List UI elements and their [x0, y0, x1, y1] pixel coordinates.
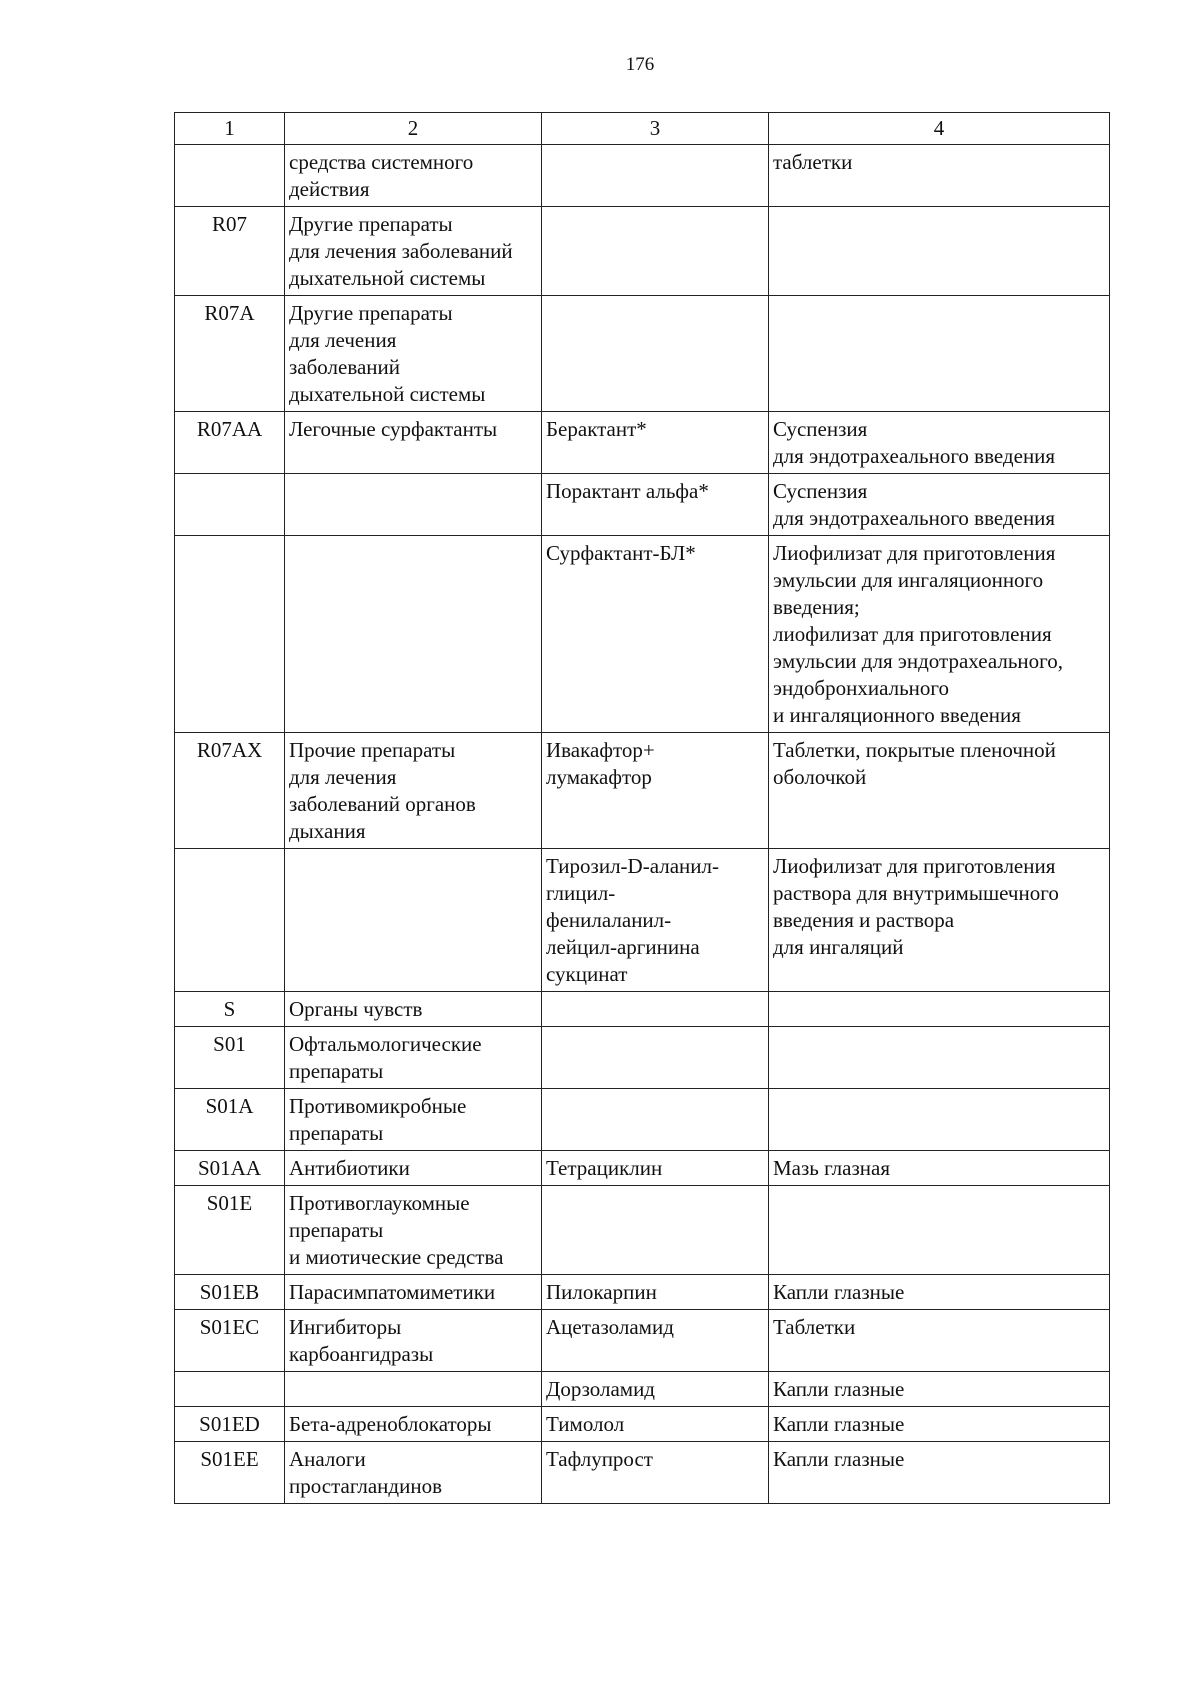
- atc-code: S01EB: [175, 1275, 285, 1310]
- dosage-form: Капли глазные: [769, 1442, 1110, 1504]
- table-row: [175, 296, 1110, 412]
- group-name: Другие препараты для лечения заболеваний дыхательной системы: [285, 207, 542, 296]
- atc-code: [175, 849, 285, 992]
- drug-name: Тимолол: [542, 1407, 769, 1442]
- atc-code: R07: [175, 207, 285, 296]
- drug-name: Ацетазоламид: [542, 1310, 769, 1372]
- dosage-form: [769, 207, 1110, 296]
- dosage-form: Капли глазные: [769, 1372, 1110, 1407]
- dosage-form: таблетки: [769, 145, 1110, 207]
- group-name: Противомикробные препараты: [285, 1089, 542, 1151]
- dosage-form: [769, 1089, 1110, 1151]
- drug-name: [542, 1027, 769, 1089]
- atc-code: R07AA: [175, 412, 285, 474]
- group-name: Аналоги простагландинов: [285, 1442, 542, 1504]
- dosage-form: Лиофилизат для приготовления эмульсии для ингаляционного введения; лиофилизат для приготовления эмульсии для эндотрахеального, эндобронхиального и ингаляционного введения: [769, 536, 1110, 733]
- table-row: [175, 1372, 1110, 1407]
- group-name: Другие препараты для лечения заболеваний дыхательной системы: [285, 296, 542, 412]
- atc-code: S: [175, 992, 285, 1027]
- table-row: [175, 849, 1110, 992]
- drug-name: [542, 296, 769, 412]
- table-row: [175, 1186, 1110, 1275]
- drug-name: Тирозил-D-аланил- глицил- фенилаланил- лейцил-аргинина сукцинат: [542, 849, 769, 992]
- group-name: Легочные сурфактанты: [285, 412, 542, 474]
- dosage-form: Таблетки: [769, 1310, 1110, 1372]
- column-header-4: 4: [769, 113, 1110, 145]
- drug-name: Тетрациклин: [542, 1151, 769, 1186]
- page-number: 176: [625, 54, 655, 75]
- dosage-form: Суспензия для эндотрахеального введения: [769, 474, 1110, 536]
- atc-code: S01AA: [175, 1151, 285, 1186]
- group-name: Прочие препараты для лечения заболеваний органов дыхания: [285, 733, 542, 849]
- table-row: [175, 1407, 1110, 1442]
- drug-name: [542, 207, 769, 296]
- table-row: [175, 1275, 1110, 1310]
- group-name: Парасимпатомиметики: [285, 1275, 542, 1310]
- table-row: [175, 1151, 1110, 1186]
- dosage-form: [769, 1186, 1110, 1275]
- atc-code: S01ED: [175, 1407, 285, 1442]
- dosage-form: [769, 296, 1110, 412]
- drug-name: Порактант альфа*: [542, 474, 769, 536]
- group-name: [285, 474, 542, 536]
- atc-code: S01EC: [175, 1310, 285, 1372]
- atc-code: S01: [175, 1027, 285, 1089]
- drug-name: Дорзоламид: [542, 1372, 769, 1407]
- group-name: Ингибиторы карбоангидразы: [285, 1310, 542, 1372]
- atc-code: R07A: [175, 296, 285, 412]
- group-name: [285, 1372, 542, 1407]
- dosage-form: Лиофилизат для приготовления раствора для внутримышечного введения и раствора для ингаляций: [769, 849, 1110, 992]
- atc-code: S01A: [175, 1089, 285, 1151]
- atc-code: [175, 1372, 285, 1407]
- dosage-form: [769, 992, 1110, 1027]
- drug-name: Пилокарпин: [542, 1275, 769, 1310]
- drug-name: Тафлупрост: [542, 1442, 769, 1504]
- atc-code: [175, 145, 285, 207]
- atc-code: R07AX: [175, 733, 285, 849]
- group-name: Антибиотики: [285, 1151, 542, 1186]
- table-row: [175, 145, 1110, 207]
- table-row: [175, 992, 1110, 1027]
- dosage-form: [769, 1027, 1110, 1089]
- dosage-form: Суспензия для эндотрахеального введения: [769, 412, 1110, 474]
- group-name: [285, 536, 542, 733]
- table-row: [175, 1442, 1110, 1504]
- group-name: средства системного действия: [285, 145, 542, 207]
- table-row: [175, 733, 1110, 849]
- group-name: Офтальмологические препараты: [285, 1027, 542, 1089]
- atc-code: S01E: [175, 1186, 285, 1275]
- drug-name: Берактант*: [542, 412, 769, 474]
- table-row: [175, 1310, 1110, 1372]
- drug-name: Ивакафтор+ лумакафтор: [542, 733, 769, 849]
- drug-name: Сурфактант-БЛ*: [542, 536, 769, 733]
- table-row: [175, 1089, 1110, 1151]
- dosage-form: Капли глазные: [769, 1407, 1110, 1442]
- atc-code: S01EE: [175, 1442, 285, 1504]
- column-header-1: 1: [175, 113, 285, 145]
- table-row: [175, 412, 1110, 474]
- table-row: [175, 474, 1110, 536]
- drug-name: [542, 1186, 769, 1275]
- drug-name: [542, 145, 769, 207]
- column-header-3: 3: [542, 113, 769, 145]
- table-row: [175, 207, 1110, 296]
- header-row: [175, 113, 1110, 145]
- dosage-form: Таблетки, покрытые пленочной оболочкой: [769, 733, 1110, 849]
- drug-name: [542, 1089, 769, 1151]
- group-name: Бета-адреноблокаторы: [285, 1407, 542, 1442]
- drug-name: [542, 992, 769, 1027]
- table-row: [175, 536, 1110, 733]
- drug-table: [174, 112, 1110, 1504]
- group-name: Противоглаукомные препараты и миотические средства: [285, 1186, 542, 1275]
- group-name: Органы чувств: [285, 992, 542, 1027]
- group-name: [285, 849, 542, 992]
- dosage-form: Капли глазные: [769, 1275, 1110, 1310]
- dosage-form: Мазь глазная: [769, 1151, 1110, 1186]
- atc-code: [175, 536, 285, 733]
- column-header-2: 2: [285, 113, 542, 145]
- atc-code: [175, 474, 285, 536]
- table-row: [175, 1027, 1110, 1089]
